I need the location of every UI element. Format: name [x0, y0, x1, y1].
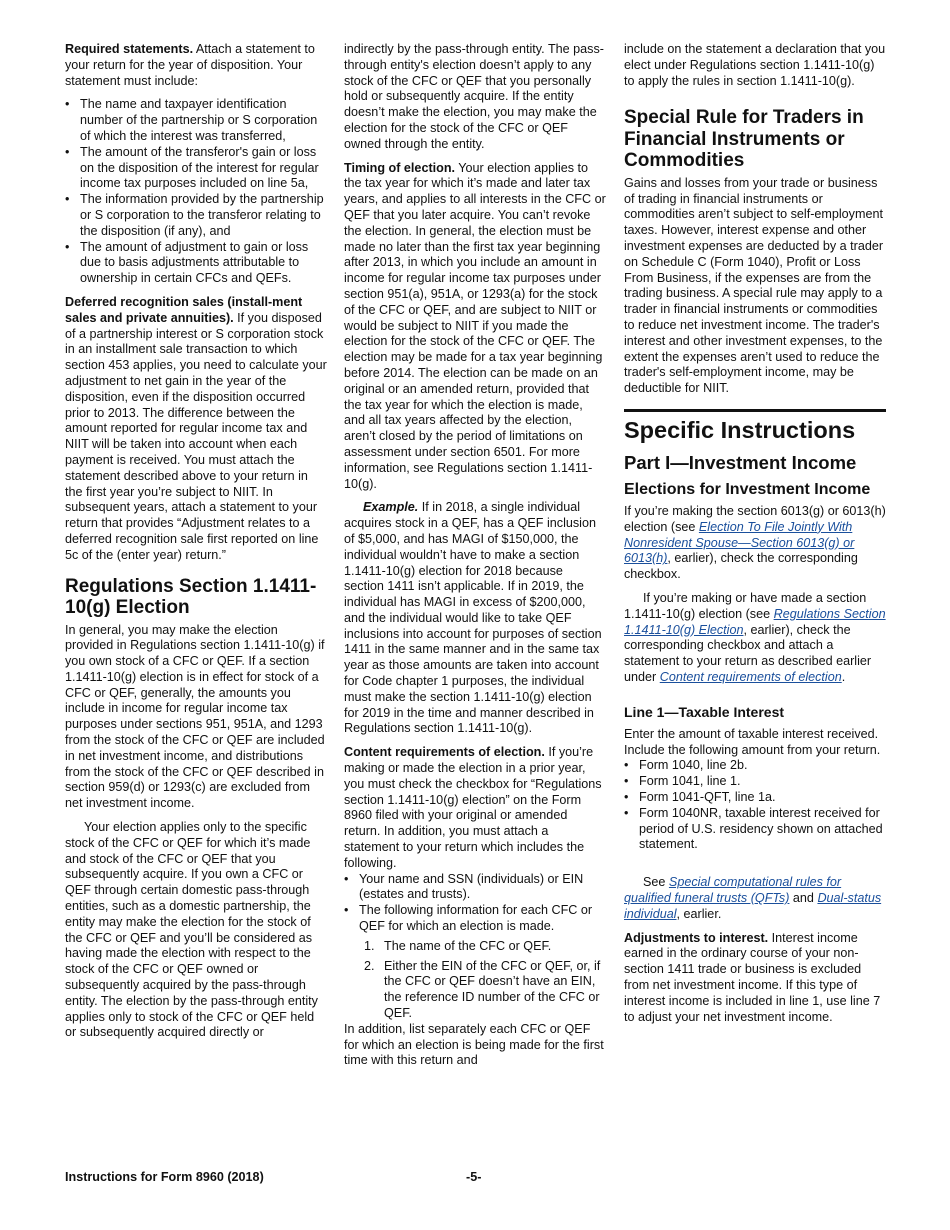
adjustments-to-interest-paragraph	[624, 931, 886, 1026]
regulations-election-paragraph-2: Your election applies only to the specific stock of the CFC or QEF for which it’s made and stock of the CFC or QEF that you subsequently acquire. If you own a CFC or QEF through certain domestic pass-through entities, such as a domestic partnership, the entity may make the election for the stock of the CFC or QEF and you’ll be considered as having made the election with respect to the stock of the CFC or QEF owned or subsequently acquired by the pass-through entity. The election by the pass-through entity applies only to stock of the CFC or QEF held or subsequently acquired directly or	[65, 820, 318, 1040]
content-requirements-text: If you’re making or made the election in a prior year, you must check the checkbox for “Regulations section 1.1411-10(g) election” on the Form 8960 filed with your original or amended return. In addition, you must attach a statement to your return which includes the following.	[344, 745, 602, 870]
dual-status-individual-link[interactable]: Dual-status individual	[624, 890, 882, 921]
list-item: • Form 1040NR, taxable interest received for period of U.S. residency shown on attached statement.	[624, 806, 886, 853]
traders-paragraph: Gains and losses from your trade or business of trading in financial instruments or commodities aren’t subject to self-employment taxes. However, interest expense and other investment expenses are deducted by a trader on Schedule C (Form 1040), Profit or Loss From Business, if the expenses are from the trading business. A special rule may apply to a trader in financial instruments or commodities to reduce net investment income. The trader's interest and other investment expenses, to the extent the expenses aren’t used to reduce the trader's self-employment income, may be deductible for NIIT.	[624, 175, 884, 396]
footer-page-number: -5-	[466, 1170, 482, 1184]
example-paragraph	[344, 500, 606, 737]
required-statements-list	[65, 97, 327, 287]
adjustments-to-interest-text: Interest income earned in the ordinary course of your non-section 1411 trade or business is excluded from net investment income. If this type of interest income is included in line 1, use line 7 to adjust your net investment income.	[624, 930, 881, 1024]
list-item: • Form 1040, line 2b.	[624, 758, 886, 774]
numbered-item: 2. Either the EIN of the CFC or QEF, or, if the CFC or QEF doesn’t have an EIN, the reference ID number of the CFC or QEF.	[364, 958, 601, 1021]
required-statements-heading: Required statements.	[65, 42, 194, 56]
list-item: • Form 1041, line 1.	[624, 774, 886, 790]
example-text: If in 2018, a single individual acquires stock in a QEF, has a QEF inclusion of $5,000, and has MAGI of $150,000, the individual wouldn’t have to make a section 1.1411-10(g) election for 2018 because section 1411 isn’t applicable. If in 2019, the individual has MAGI in excess of $200,000, and the individual would like to take QEF inclusions into account for purposes of section 1411 in the same manner and in the same tax year as those amounts are taken into account for Code chapter 1 purposes, the individual must make the section 1.1411-10(g) election for 2019 in the time and manner described in Regulations section 1.1411-10(g).	[344, 500, 602, 736]
qualified-funeral-trusts-link[interactable]: Special computational rules for qualified funeral trusts (QFTs)	[624, 875, 842, 905]
regulations-election-paragraph-1: In general, you may make the election provided in Regulations section 1.1411-10(g) if you own stock of a CFC or QEF. If a section 1.1411-10(g) election is in effect for stock of a CFC or QEF, generally, the amounts you include in income for regular income tax purposes under sections 951, 951A, and 1293 from the stock of the CFC or QEF are included in net investment income, and distributions from the stock of the CFC or QEF described in section 959(d) or 1293(c) are excluded from net investment income.	[65, 622, 325, 811]
column-3	[624, 42, 886, 1033]
timing-of-election-paragraph	[344, 161, 606, 493]
regulations-election-link[interactable]: Regulations Section 1.1411-10(g) Election	[624, 606, 886, 637]
addition-paragraph: In addition, list separately each CFC or QEF for which an election is being made for the first time with this return and	[344, 1021, 604, 1068]
list-item: • The amount of the transferor's gain or loss on the disposition of the interest for regular income tax purposes included on line 5a,	[65, 145, 327, 192]
part-1-heading: Part I—Investment Income	[624, 452, 857, 474]
example-heading: Example.	[363, 500, 419, 515]
continued-paragraph: indirectly by the pass-through entity. The pass-through entity's election doesn’t apply to any stock of the CFC or QEF that you personally hold or subsequently acquire. If the entity doesn’t make the election, you may make the election for the stock of the CFC or QEF owned through the entity.	[344, 42, 604, 151]
line-1-paragraph: Enter the amount of taxable interest received. Include the following amount from your return.	[624, 726, 881, 757]
content-requirements-list	[344, 872, 606, 935]
column-2	[344, 42, 606, 1077]
required-statements-text: Attach a statement to your return for the year of disposition. Your statement must include:	[65, 42, 315, 88]
continued-paragraph: include on the statement a declaration that you elect under Regulations section 1.1411-10(g) to apply the rules in section 1.1411-10(g).	[624, 42, 886, 88]
footer-form-title: Instructions for Form 8960 (2018)	[65, 1170, 264, 1184]
adjustments-to-interest-heading: Adjustments to interest.	[624, 930, 769, 945]
line-1-list	[624, 758, 886, 853]
election-to-file-jointly-link[interactable]: Election To File Jointly With Nonresident Spouse—Section 6013(g) or 6013(h)	[624, 519, 855, 566]
deferred-recognition-text: If you disposed of a partnership interest or S corporation stock in an installment sale transaction to which section 453 applies, you need to calculate your adjustment to net gain in the year of the disposition, even if the disposition occurred prior to 2013. The difference between the amount reported for regular income tax and NIIT will be taken into account when each payment is received. You must attach the statement described above to your return in the first year you’re subject to NIIT. In subsequent years, attach a statement to your return that provides “Adjustment relates to a deferred recognition sale first reported on line 5c of the (enter year) return.”	[65, 310, 327, 562]
content-requirements-heading: Content requirements of election.	[344, 745, 545, 760]
regulations-election-heading: Regulations Section 1.1411-10(g) Election	[65, 575, 317, 618]
numbered-item: 1. The name of the CFC or QEF.	[364, 938, 552, 953]
content-requirements-paragraph	[344, 745, 606, 871]
timing-of-election-heading: Timing of election.	[344, 160, 456, 175]
line-1-heading: Line 1—Taxable Interest	[624, 703, 785, 720]
see-also-paragraph: See Special computational rules for qualified funeral trusts (QFTs) and Dual-status individual, earlier.	[624, 875, 882, 921]
column-1	[65, 42, 327, 1049]
elections-paragraph-2: If you’re making or have made a section 1.1411-10(g) election (see Regulations Section 1.1411-10(g) Election, earlier), check the corresponding checkbox and attach a statement to your return as described earlier under Content requirements of election.	[624, 591, 886, 685]
traders-heading: Special Rule for Traders in Financial Instruments or Commodities	[624, 107, 864, 172]
deferred-recognition-heading: Deferred recognition sales (install-ment sales and private annuities).	[65, 294, 303, 325]
content-requirements-link[interactable]: Content requirements of election	[659, 670, 842, 685]
list-item: • The name and taxpayer identification number of the partnership or S corporation of which the interest was transferred,	[65, 97, 327, 144]
required-statements-paragraph	[65, 42, 327, 89]
elections-heading: Elections for Investment Income	[624, 481, 871, 499]
list-item: • Form 1041-QFT, line 1a.	[624, 790, 886, 806]
deferred-recognition-paragraph	[65, 295, 327, 564]
list-item: • Your name and SSN (individuals) or EIN (estates and trusts).	[344, 872, 606, 904]
list-item: • The following information for each CFC or QEF for which an election is made.	[344, 903, 606, 935]
list-item: • The information provided by the partnership or S corporation to the transferor relating to the disposition (if any), and	[65, 192, 327, 239]
timing-of-election-text: Your election applies to the tax year for which it’s made and later tax years, and applies to all interests in the CFC or QEF that you later acquire. You can’t revoke the election. In general, the election must be made no later than the first tax year beginning after 2013, in which you include an amount in income for regular income tax purposes under section 951(a), 951A, or 1293(a) for the stock of the CFC or QEF, and are subject to NIIT or would be subject to NIIT if you made the election for the stock of the CFC or QEF. The election may be made for a tax year beginning before 2014. The election can be made on an original or an amended return, provided that the tax year for which the election is made, and all tax years affected by the election, aren’t closed by the period of limitations on assessment under section 6501. For more information, see Regulations section 1.1411-10(g).	[344, 160, 606, 491]
specific-instructions-heading: Specific Instructions	[624, 409, 886, 444]
elections-paragraph-1: If you’re making the section 6013(g) or 6013(h) election (see Election To File Jointly With Nonresident Spouse—Section 6013(g) or 6013(h), earlier), check the corresponding checkbox.	[624, 504, 886, 582]
list-item: • The amount of adjustment to gain or loss due to basis adjustments attributable to ownership in certain CFCs and QEFs.	[65, 240, 327, 287]
